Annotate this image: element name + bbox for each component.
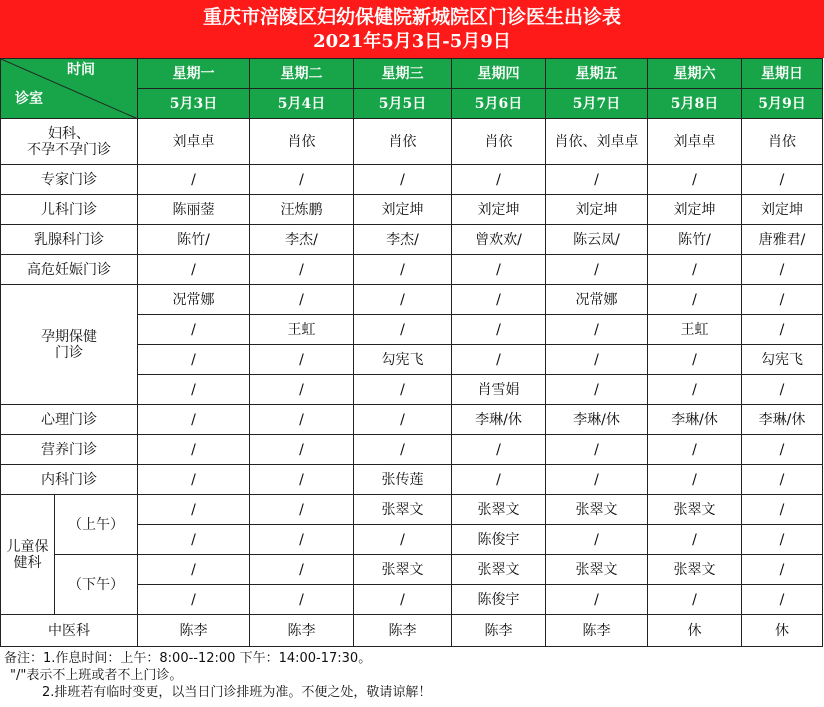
schedule-cell: 张翠文 [546, 555, 648, 585]
schedule-cell: / [742, 585, 823, 615]
schedule-cell: / [250, 495, 354, 525]
schedule-cell: 休 [648, 615, 742, 647]
schedule-cell: 李琳/休 [452, 405, 546, 435]
day-header: 星期五 [546, 59, 648, 89]
dept-pediatrics: 儿科门诊 [1, 195, 138, 225]
dept-label: 门诊 [55, 344, 83, 361]
session-morning: （上午） [55, 495, 138, 555]
schedule-cell: / [354, 405, 452, 435]
schedule-cell: / [354, 525, 452, 555]
schedule-cell: 陈李 [250, 615, 354, 647]
day-header: 星期日 [742, 59, 823, 89]
schedule-cell: / [546, 525, 648, 555]
schedule-cell: / [742, 525, 823, 555]
schedule-cell: / [742, 465, 823, 495]
schedule-cell: / [250, 255, 354, 285]
schedule-cell: / [452, 315, 546, 345]
remark-line: 备注：1.作息时间：上午：8:00--12:00 下午：14:00-17:30。 [4, 651, 372, 666]
schedule-cell: 刘卓卓 [648, 119, 742, 165]
schedule-cell: / [742, 555, 823, 585]
schedule-cell: / [648, 585, 742, 615]
schedule-cell: / [354, 315, 452, 345]
schedule-cell: / [742, 435, 823, 465]
schedule-cell: 张传莲 [354, 465, 452, 495]
schedule-cell: / [250, 165, 354, 195]
day-header: 星期一 [138, 59, 250, 89]
date-range: 2021年5月3日-5月9日 [313, 31, 511, 52]
schedule-cell: 陈竹/ [138, 225, 250, 255]
schedule-cell: / [138, 405, 250, 435]
schedule-cell: / [648, 525, 742, 555]
schedule-cell: / [546, 165, 648, 195]
schedule-cell: 肖雪娟 [452, 375, 546, 405]
schedule-cell: 王虹 [648, 315, 742, 345]
dept-high-risk: 高危妊娠门诊 [1, 255, 138, 285]
schedule-cell: / [354, 435, 452, 465]
dept-tcm: 中医科 [1, 615, 138, 647]
schedule-cell: / [742, 315, 823, 345]
dept-psychology: 心理门诊 [1, 405, 138, 435]
dept-prenatal [1, 285, 138, 405]
schedule-cell: / [250, 555, 354, 585]
room-label: 诊室 [15, 91, 43, 107]
schedule-cell: 肖依、刘卓卓 [546, 119, 648, 165]
day-header: 星期二 [250, 59, 354, 89]
schedule-cell: 刘定坤 [742, 195, 823, 225]
schedule-cell: / [546, 345, 648, 375]
title-banner [0, 0, 824, 58]
schedule-cell: 刘定坤 [452, 195, 546, 225]
schedule-cell: 曾欢欢/ [452, 225, 546, 255]
dept-child-health [1, 495, 55, 615]
schedule-cell: / [546, 315, 648, 345]
schedule-cell: / [138, 555, 250, 585]
schedule-cell: 李琳/休 [648, 405, 742, 435]
schedule-cell: 张翠文 [354, 495, 452, 525]
schedule-cell: 张翠文 [648, 495, 742, 525]
schedule-cell: 肖依 [452, 119, 546, 165]
schedule-cell: 刘卓卓 [138, 119, 250, 165]
remarks [4, 650, 820, 701]
schedule-cell: 张翠文 [546, 495, 648, 525]
schedule-cell: 况常娜 [546, 285, 648, 315]
dept-nutrition: 营养门诊 [1, 435, 138, 465]
schedule-cell: 况常娜 [138, 285, 250, 315]
schedule-cell: 李琳/休 [546, 405, 648, 435]
date-header: 5月8日 [648, 89, 742, 119]
remark-line: 2.排班若有临时变更，以当日门诊排班为准。不便之处，敬请谅解！ [42, 685, 432, 700]
date-header: 5月4日 [250, 89, 354, 119]
schedule-cell: / [452, 435, 546, 465]
schedule-cell: / [546, 465, 648, 495]
schedule-cell: / [138, 315, 250, 345]
day-header: 星期三 [354, 59, 452, 89]
schedule-cell: 陈竹/ [648, 225, 742, 255]
time-label: 时间 [67, 62, 95, 78]
schedule-cell: / [742, 255, 823, 285]
date-header: 5月7日 [546, 89, 648, 119]
schedule-cell: / [742, 165, 823, 195]
schedule-cell: / [742, 375, 823, 405]
schedule-cell: / [250, 525, 354, 555]
schedule-cell: 汪炼鹏 [250, 195, 354, 225]
schedule-cell: / [546, 375, 648, 405]
dept-breast: 乳腺科门诊 [1, 225, 138, 255]
schedule-cell: 刘定坤 [546, 195, 648, 225]
schedule-cell: / [250, 375, 354, 405]
schedule-cell: / [138, 585, 250, 615]
schedule-cell: / [354, 585, 452, 615]
schedule-cell: 陈李 [452, 615, 546, 647]
schedule-cell: 肖依 [742, 119, 823, 165]
dept-label: 不孕不孕门诊 [27, 141, 111, 158]
schedule-cell: / [742, 495, 823, 525]
dept-label: 儿童保 [6, 538, 49, 555]
schedule-cell: / [648, 255, 742, 285]
schedule-cell: 张翠文 [452, 495, 546, 525]
schedule-table [0, 58, 823, 647]
schedule-cell: / [648, 465, 742, 495]
schedule-cell: / [354, 285, 452, 315]
date-header: 5月6日 [452, 89, 546, 119]
schedule-cell: / [742, 285, 823, 315]
schedule-cell: 肖依 [354, 119, 452, 165]
schedule-cell: / [138, 255, 250, 285]
schedule-cell: / [250, 405, 354, 435]
schedule-cell: / [138, 375, 250, 405]
schedule-cell: 张翠文 [354, 555, 452, 585]
schedule-cell: / [452, 345, 546, 375]
schedule-cell: / [452, 165, 546, 195]
schedule-cell: / [452, 255, 546, 285]
day-header: 星期六 [648, 59, 742, 89]
remark-line: "/"表示不上班或者不上门诊。 [10, 668, 183, 683]
schedule-cell: / [648, 285, 742, 315]
schedule-cell: / [648, 435, 742, 465]
date-header: 5月9日 [742, 89, 823, 119]
schedule-cell: / [250, 285, 354, 315]
schedule-cell: 休 [742, 615, 823, 647]
schedule-cell: 张翠文 [452, 555, 546, 585]
dept-expert: 专家门诊 [1, 165, 138, 195]
schedule-cell: / [354, 375, 452, 405]
schedule-cell: / [452, 465, 546, 495]
schedule-cell: / [138, 465, 250, 495]
schedule-cell: 陈丽蓥 [138, 195, 250, 225]
schedule-cell: 陈俊宇 [452, 525, 546, 555]
schedule-cell: / [250, 465, 354, 495]
schedule-cell: / [648, 375, 742, 405]
schedule-cell: 肖依 [250, 119, 354, 165]
schedule-cell: / [138, 345, 250, 375]
date-header: 5月5日 [354, 89, 452, 119]
schedule-cell: 刘定坤 [354, 195, 452, 225]
day-header: 星期四 [452, 59, 546, 89]
schedule-cell: 王虹 [250, 315, 354, 345]
page-title: 重庆市涪陵区妇幼保健院新城院区门诊医生出诊表 [202, 6, 621, 28]
schedule-cell: 李琳/休 [742, 405, 823, 435]
schedule-cell: / [250, 585, 354, 615]
schedule-cell: / [354, 255, 452, 285]
corner-header [1, 59, 138, 119]
schedule-cell: / [354, 165, 452, 195]
dept-label: 妇科、 [48, 125, 90, 142]
schedule-cell: 唐雅君/ [742, 225, 823, 255]
schedule-cell: 陈云凤/ [546, 225, 648, 255]
schedule-cell: 陈俊宇 [452, 585, 546, 615]
dept-label: 孕期保健 [41, 328, 97, 345]
dept-gynecology [1, 119, 138, 165]
schedule-cell: / [138, 525, 250, 555]
schedule-cell: 刘定坤 [648, 195, 742, 225]
schedule-cell: / [546, 435, 648, 465]
schedule-cell: / [138, 495, 250, 525]
schedule-cell: / [250, 345, 354, 375]
date-header: 5月3日 [138, 89, 250, 119]
schedule-cell: 勾宪飞 [354, 345, 452, 375]
schedule-cell: 勾宪飞 [742, 345, 823, 375]
dept-label: 健科 [13, 554, 42, 571]
schedule-cell: 陈李 [354, 615, 452, 647]
schedule-cell: 李杰/ [354, 225, 452, 255]
schedule-cell: / [250, 435, 354, 465]
schedule-cell: 李杰/ [250, 225, 354, 255]
schedule-cell: 陈李 [546, 615, 648, 647]
schedule-cell: / [648, 345, 742, 375]
schedule-cell: / [546, 255, 648, 285]
schedule-cell: / [648, 165, 742, 195]
schedule-cell: / [138, 435, 250, 465]
schedule-cell: 陈李 [138, 615, 250, 647]
schedule-cell: / [138, 165, 250, 195]
schedule-cell: / [546, 585, 648, 615]
schedule-cell: / [452, 285, 546, 315]
schedule-cell: 张翠文 [648, 555, 742, 585]
session-afternoon: （下午） [55, 555, 138, 615]
dept-internal: 内科门诊 [1, 465, 138, 495]
